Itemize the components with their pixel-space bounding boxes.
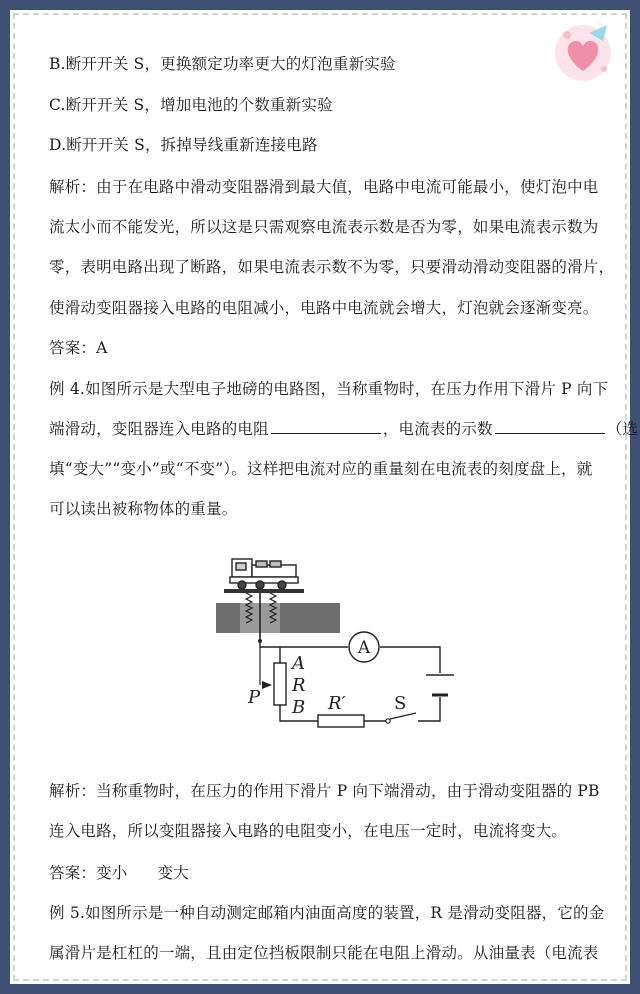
example4-text-a: 端滑动，变阻器连入电路的电阻 [49, 420, 269, 438]
example4-line-4: 可以读出被称物体的重量。 [49, 500, 238, 518]
ammeter-label: A [357, 638, 371, 658]
option-b: B.断开开关 S，更换额定功率更大的灯泡重新实验 [49, 55, 396, 73]
example4-line-3: 填“变大”“变小”或“不变”）。这样把电流对应的重量刻在电流表的刻度盘上，就 [49, 460, 593, 478]
terminal-a-label: A [292, 653, 305, 674]
answer2-first: 答案：变小 [49, 864, 128, 882]
resistor-label: R [292, 675, 306, 696]
fixed-resistor-label: R′ [328, 693, 346, 714]
switch-label: S [394, 693, 407, 714]
answer-blank-1 [271, 419, 381, 434]
option-d: D.断开开关 S，拆掉导线重新连接电路 [49, 136, 318, 154]
analysis-line-3: 零，表明电路出现了断路，如果电流表示数不为零，只要滑动滑动变阻器的滑片， [49, 258, 615, 276]
ground-left [216, 603, 240, 633]
answer2-second: 变大 [157, 864, 189, 882]
option-c: C.断开开关 S，增加电池的个数重新实验 [49, 96, 333, 114]
analysis2-line-1: 解析：当称重物时，在压力的作用下滑片 P 向下端滑动，由于滑动变阻器的 PB [49, 782, 600, 800]
example5-line-2: 属滑片是杠杠的一端，且由定位挡板限制只能在电阻上滑动。从油量表（电流表 [49, 944, 599, 962]
example4-line-1: 例 4.如图所示是大型电子地磅的电路图，当称重物时，在压力作用下滑片 P 向下 [49, 380, 609, 398]
slider-arrow [262, 681, 272, 689]
document-page [10, 10, 639, 984]
analysis-line-2: 流太小而不能发光，所以这是只需观察电流表示数是否为零，如果电流表示数为 [49, 218, 599, 236]
example4-line-2 [49, 418, 639, 440]
example5-line-1: 例 5.如图所示是一种自动测定邮箱内油面高度的装置，R 是滑动变阻器，它的金 [49, 904, 605, 922]
terminal-b-label: B [292, 697, 306, 718]
answer-line: 答案：A [49, 339, 108, 357]
truck-icon [230, 559, 298, 589]
answer-blank-2 [495, 419, 605, 434]
slider-label: P [248, 687, 261, 708]
fixed-resistor [318, 715, 364, 727]
example4-text-b: ，电流表的示数 [382, 420, 493, 438]
analysis2-line-2: 连入电路，所以变阻器接入电路的电阻变小，在电压一定时，电流将变大。 [49, 822, 568, 840]
ground-right [280, 603, 340, 633]
scale-platform [224, 589, 304, 593]
example4-text-c: （选 [606, 420, 639, 438]
scale-circuit-diagram [208, 553, 448, 738]
analysis-line-4: 使滑动变阻器接入电路的电阻减小，电路中电流就会增大，灯泡就会逐渐变亮。 [49, 299, 599, 317]
variable-resistor [274, 663, 286, 705]
analysis-line-1: 解析：由于在电路中滑动变阻器滑到最大值，电路中电流可能最小，使灯泡中电 [49, 178, 599, 196]
switch-contact [386, 719, 390, 723]
answer2-line [49, 862, 609, 884]
